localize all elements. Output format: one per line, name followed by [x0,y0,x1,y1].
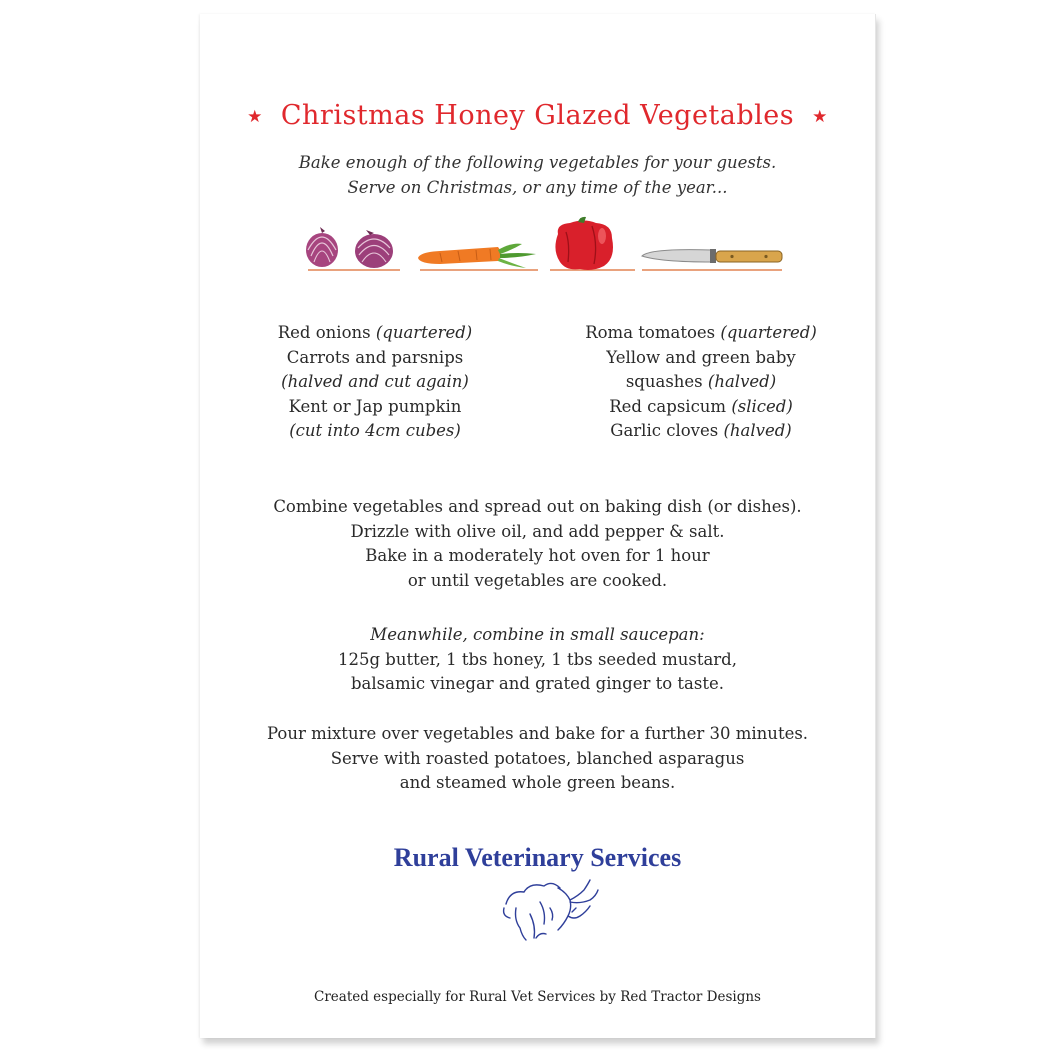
ingredient-note: (cut into 4cm cubes) [289,421,461,440]
intro-line: Serve on Christmas, or any time of the year... [347,178,728,197]
ingredients-column-left [250,321,500,444]
red-capsicum-icon [555,217,613,270]
ingredient-item [250,346,500,371]
ingredient-item [250,370,500,395]
ingredient-note: (quartered) [720,323,817,342]
ingredient-name: squashes [625,372,708,391]
ingredient-name: Carrots and parsnips [286,347,464,367]
ingredient-item [570,419,832,444]
ingredient-note: (halved) [723,421,792,440]
method-step-bake [200,495,875,593]
red-onion-icon [355,230,393,268]
red-onion-icon [306,227,338,267]
intro-line: Bake enough of the following vegetables for your guests. [298,153,777,172]
recipe-card [200,14,876,1038]
ingredient-name: Roma tomatoes [585,323,721,342]
carrot-icon [418,244,536,268]
ingredient-item [570,395,832,420]
method-line: and steamed whole green beans. [399,773,676,792]
method-step-finish [200,722,875,796]
vegetable-illustration [300,214,790,280]
ingredient-note: (sliced) [731,396,793,416]
ingredient-item [570,370,832,395]
method-subheading: Meanwhile, combine in small saucepan: [370,625,705,644]
ingredient-note: (quartered) [375,323,473,342]
credit-line: Created especially for Rural Vet Services by Red Tractor Designs [314,989,761,1005]
recipe-title: Christmas Honey Glazed Vegetables [280,100,795,131]
method-line: or until vegetables are cooked. [407,570,668,590]
ingredient-note: (halved and cut again) [281,372,469,391]
method-line: Drizzle with olive oil, and add pepper & salt. [350,521,725,541]
ingredient-item [250,321,500,346]
recipe-title-row [200,100,875,131]
method-step-glaze [200,623,875,697]
method-line: Pour mixture over vegetables and bake for a further 30 minutes. [266,724,809,743]
brand-name: Rural Veterinary Services [393,843,682,872]
method-line: 125g butter, 1 tbs honey, 1 tbs seeded mustard, [338,649,737,669]
ingredient-item [250,419,500,444]
method-line: balsamic vinegar and grated ginger to taste. [351,674,724,693]
recipe-intro [200,150,875,200]
ingredient-name: Yellow and green baby [606,347,796,367]
ingredient-name: Garlic cloves [610,421,724,440]
ingredient-item [570,321,832,346]
ingredients-column-right [570,321,832,444]
ingredient-name: Red capsicum [609,396,732,416]
ingredient-name: Kent or Jap pumpkin [288,396,462,416]
ingredient-name: Red onions [277,323,376,342]
bull-logo-icon [500,878,600,944]
method-line: Bake in a moderately hot oven for 1 hour [365,546,710,565]
star-icon: ★ [247,107,263,127]
ingredient-item [570,346,832,371]
ingredient-item [250,395,500,420]
knife-icon [642,249,782,263]
method-line: Serve with roasted potatoes, blanched asparagus [330,748,745,768]
star-icon: ★ [812,107,828,127]
method-line: Combine vegetables and spread out on baking dish (or dishes). [273,497,802,516]
ingredient-note: (halved) [707,372,777,391]
